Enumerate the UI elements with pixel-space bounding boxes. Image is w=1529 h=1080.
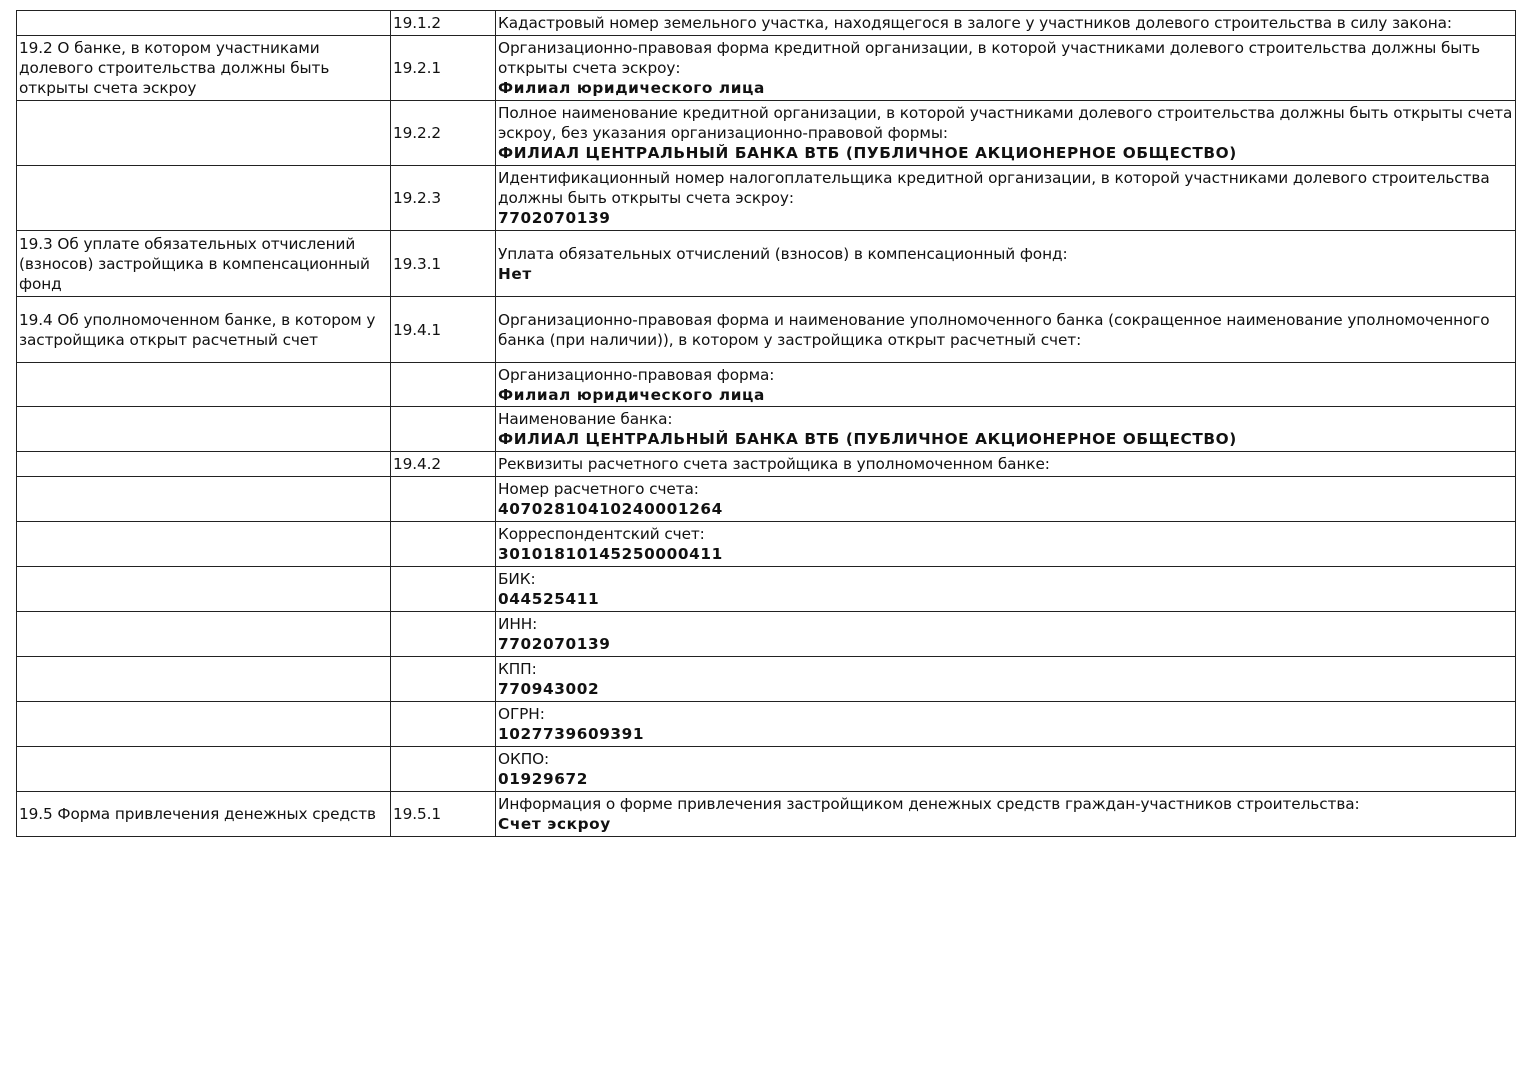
section-cell: 19.2 О банке, в котором участниками долевого строительства должны быть открыты счета эскроу bbox=[17, 36, 391, 101]
table-row bbox=[17, 101, 1516, 166]
item-code-cell: 19.1.2 bbox=[391, 11, 496, 36]
description-cell bbox=[496, 231, 1516, 297]
description-cell bbox=[496, 477, 1516, 522]
section-cell bbox=[17, 101, 391, 166]
section-cell bbox=[17, 747, 391, 792]
section-cell bbox=[17, 407, 391, 452]
description-cell bbox=[496, 297, 1516, 363]
item-code-cell bbox=[391, 657, 496, 702]
item-code-cell: 19.4.1 bbox=[391, 297, 496, 363]
field-label: ОКПО: bbox=[498, 750, 550, 768]
description-cell bbox=[496, 747, 1516, 792]
section-cell bbox=[17, 522, 391, 567]
field-label: Реквизиты расчетного счета застройщика в уполномоченном банке: bbox=[498, 455, 1050, 473]
field-value: 7702070139 bbox=[498, 209, 611, 227]
item-code-cell: 19.5.1 bbox=[391, 792, 496, 837]
field-label: КПП: bbox=[498, 660, 537, 678]
table-row bbox=[17, 522, 1516, 567]
field-label: Уплата обязательных отчислений (взносов) в компенсационный фонд: bbox=[498, 244, 1068, 263]
description-cell bbox=[496, 407, 1516, 452]
item-code-cell bbox=[391, 522, 496, 567]
description-cell bbox=[496, 363, 1516, 407]
field-value: Нет bbox=[498, 264, 532, 283]
description-cell bbox=[496, 612, 1516, 657]
section-cell bbox=[17, 702, 391, 747]
field-label: БИК: bbox=[498, 570, 536, 588]
field-label: Кадастровый номер земельного участка, находящегося в залоге у участников долевого строительства в силу закона: bbox=[498, 14, 1452, 32]
field-label: Наименование банка: bbox=[498, 410, 673, 428]
table-row bbox=[17, 747, 1516, 792]
item-code-cell: 19.3.1 bbox=[391, 231, 496, 297]
project-declaration-table bbox=[16, 10, 1516, 837]
item-code-cell: 19.2.3 bbox=[391, 166, 496, 231]
table-row bbox=[17, 166, 1516, 231]
table-row bbox=[17, 363, 1516, 407]
field-label: Информация о форме привлечения застройщиком денежных средств граждан-участников строительства: bbox=[498, 795, 1360, 813]
section-cell bbox=[17, 612, 391, 657]
item-code-cell bbox=[391, 363, 496, 407]
section-cell bbox=[17, 477, 391, 522]
section-cell bbox=[17, 11, 391, 36]
field-value: 1027739609391 bbox=[498, 725, 645, 743]
field-value: 01929672 bbox=[498, 770, 588, 788]
table-row bbox=[17, 407, 1516, 452]
section-cell bbox=[17, 452, 391, 477]
field-label: Организационно-правовая форма кредитной организации, в которой участниками долевого строительства должны быть открыты счета эскроу: bbox=[498, 39, 1480, 77]
field-label: ОГРН: bbox=[498, 705, 545, 723]
field-label: Идентификационный номер налогоплательщика кредитной организации, в которой участниками долевого строительства должны быть открыты счета эскроу: bbox=[498, 169, 1490, 207]
item-code-cell bbox=[391, 407, 496, 452]
field-value: 7702070139 bbox=[498, 635, 611, 653]
description-cell bbox=[496, 702, 1516, 747]
item-code-cell: 19.2.1 bbox=[391, 36, 496, 101]
table-body bbox=[17, 11, 1516, 837]
section-cell: 19.3 Об уплате обязательных отчислений (взносов) застройщика в компенсационный фонд bbox=[17, 231, 391, 297]
table-row bbox=[17, 231, 1516, 297]
description-cell bbox=[496, 522, 1516, 567]
field-value: 044525411 bbox=[498, 590, 600, 608]
field-value: 30101810145250000411 bbox=[498, 545, 723, 563]
field-value: 40702810410240001264 bbox=[498, 500, 723, 518]
item-code-cell: 19.4.2 bbox=[391, 452, 496, 477]
table-row bbox=[17, 702, 1516, 747]
table-row bbox=[17, 36, 1516, 101]
section-cell: 19.5 Форма привлечения денежных средств bbox=[17, 792, 391, 837]
field-value: ФИЛИАЛ ЦЕНТРАЛЬНЫЙ БАНКА ВТБ (ПУБЛИЧНОЕ АКЦИОНЕРНОЕ ОБЩЕСТВО) bbox=[498, 430, 1237, 448]
section-cell bbox=[17, 166, 391, 231]
field-label: Организационно-правовая форма: bbox=[498, 365, 775, 384]
item-code-cell bbox=[391, 747, 496, 792]
item-code-cell bbox=[391, 702, 496, 747]
table-row bbox=[17, 297, 1516, 363]
item-code-cell bbox=[391, 477, 496, 522]
field-value: Филиал юридического лица bbox=[498, 385, 765, 404]
description-cell bbox=[496, 101, 1516, 166]
table-row bbox=[17, 452, 1516, 477]
field-value: ФИЛИАЛ ЦЕНТРАЛЬНЫЙ БАНКА ВТБ (ПУБЛИЧНОЕ АКЦИОНЕРНОЕ ОБЩЕСТВО) bbox=[498, 144, 1237, 162]
field-value: 770943002 bbox=[498, 680, 600, 698]
item-code-cell bbox=[391, 612, 496, 657]
field-label: Полное наименование кредитной организации, в которой участниками долевого строительства должны быть открыты счета эскроу, без указания организационно-правовой формы: bbox=[498, 104, 1513, 142]
table-row bbox=[17, 792, 1516, 837]
description-cell bbox=[496, 452, 1516, 477]
description-cell bbox=[496, 11, 1516, 36]
field-label: Номер расчетного счета: bbox=[498, 480, 699, 498]
field-value: Филиал юридического лица bbox=[498, 79, 765, 97]
table-row bbox=[17, 477, 1516, 522]
field-label: ИНН: bbox=[498, 615, 538, 633]
field-value: Счет эскроу bbox=[498, 815, 611, 833]
section-cell bbox=[17, 363, 391, 407]
section-cell: 19.4 Об уполномоченном банке, в котором у застройщика открыт расчетный счет bbox=[17, 297, 391, 363]
section-cell bbox=[17, 657, 391, 702]
table-row bbox=[17, 11, 1516, 36]
field-label: Организационно-правовая форма и наименование уполномоченного банка (сокращенное наименование уполномоченного банка (при наличии)), в котором у застройщика открыт расчетный счет: bbox=[498, 310, 1490, 349]
item-code-cell bbox=[391, 567, 496, 612]
description-cell bbox=[496, 166, 1516, 231]
field-label: Корреспондентский счет: bbox=[498, 525, 705, 543]
table-row bbox=[17, 567, 1516, 612]
table-row bbox=[17, 612, 1516, 657]
table-row bbox=[17, 657, 1516, 702]
description-cell bbox=[496, 792, 1516, 837]
description-cell bbox=[496, 657, 1516, 702]
description-cell bbox=[496, 36, 1516, 101]
description-cell bbox=[496, 567, 1516, 612]
item-code-cell: 19.2.2 bbox=[391, 101, 496, 166]
section-cell bbox=[17, 567, 391, 612]
